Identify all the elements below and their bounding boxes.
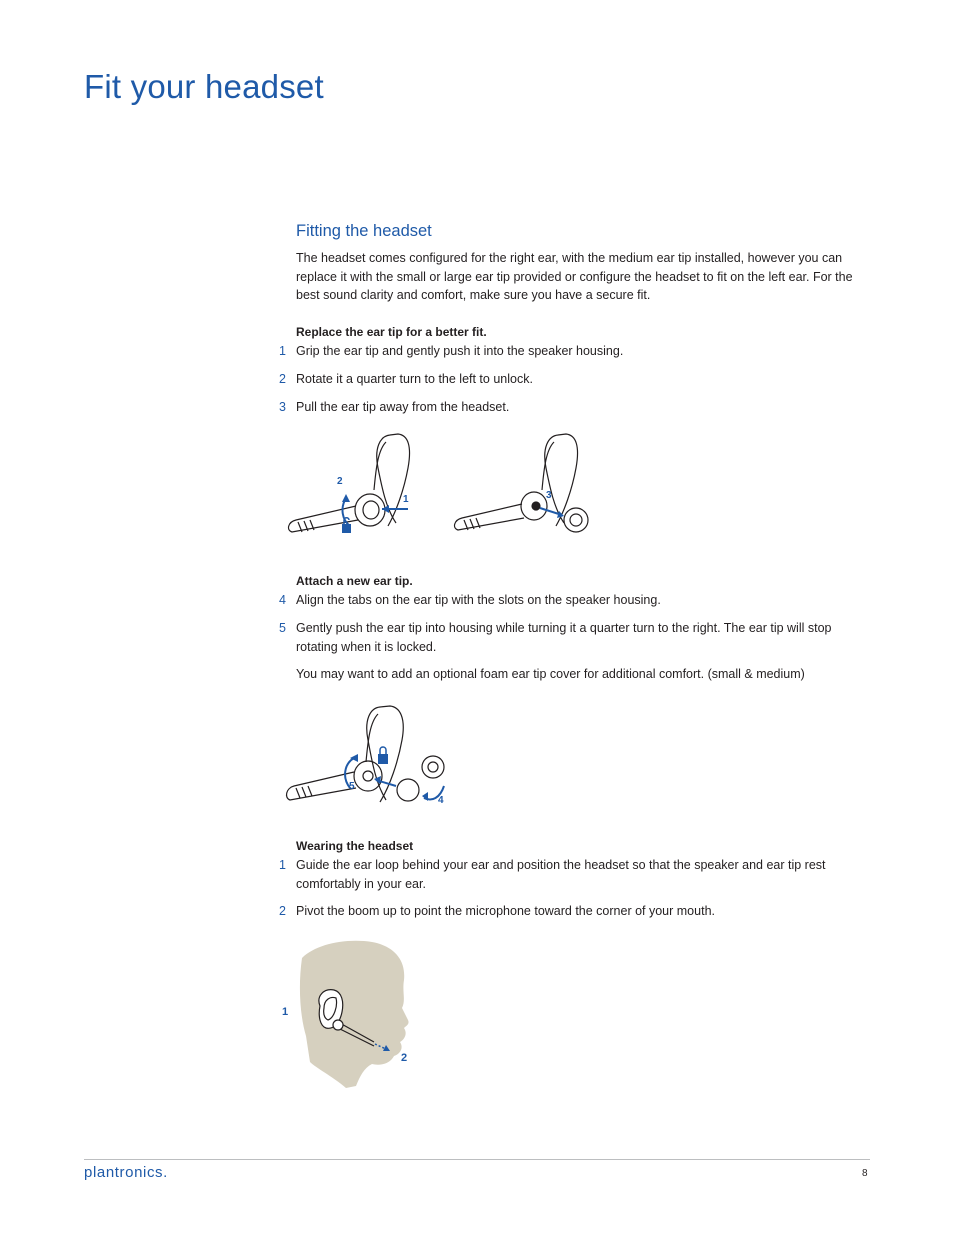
step-text: Grip the ear tip and gently push it into the speaker housing. xyxy=(296,344,624,358)
intro-paragraph: The headset comes configured for the right ear, with the medium ear tip installed, however you can replace it with the small or large ear tip provided or configure the headset to fit on the left ear. For the best sound clarity and comfort, make sure you have a secure fit. xyxy=(296,251,853,302)
wearing-heading: Wearing the headset xyxy=(296,839,414,853)
step-number: 3 xyxy=(279,400,286,414)
step-text: Pull the ear tip away from the headset. xyxy=(296,400,510,414)
step-number: 1 xyxy=(279,344,286,358)
ear-tip-attach-illustration xyxy=(278,700,458,812)
step-number: 5 xyxy=(279,621,286,635)
figure-callout: 1 xyxy=(282,1006,289,1018)
attach-heading: Attach a new ear tip. xyxy=(296,574,413,588)
page-title: Fit your headset xyxy=(84,68,324,105)
step-text: Guide the ear loop behind your ear and position the headset so that the speaker and ear tip rest comfortably in your ear. xyxy=(296,858,826,891)
step-number: 1 xyxy=(279,858,286,872)
figure-callout: 4 xyxy=(438,795,444,806)
head-profile-drawing xyxy=(276,936,426,1091)
figure-callout: 3 xyxy=(546,490,552,501)
step-number: 4 xyxy=(279,593,286,607)
section-title: Fitting the headset xyxy=(296,222,432,240)
step-text: Align the tabs on the ear tip with the slots on the speaker housing. xyxy=(296,593,661,607)
headset-lock-drawing xyxy=(278,700,458,812)
page-number: 8 xyxy=(862,1168,868,1179)
step-text: Pivot the boom up to point the microphone toward the corner of your mouth. xyxy=(296,904,715,918)
ear-tip-removal-illustration xyxy=(278,428,608,548)
step-text: Rotate it a quarter turn to the left to unlock. xyxy=(296,372,533,386)
footer-divider xyxy=(84,1159,870,1160)
wearing-headset-illustration xyxy=(276,936,426,1091)
step-number: 2 xyxy=(279,372,286,386)
replace-heading: Replace the ear tip for a better fit. xyxy=(296,325,487,339)
figure-callout: 1 xyxy=(403,494,409,505)
figure-callout: 2 xyxy=(401,1052,408,1064)
step-number: 2 xyxy=(279,904,286,918)
foam-cover-note: You may want to add an optional foam ear tip cover for additional comfort. (small & medium) xyxy=(296,667,805,681)
headset-unlock-drawing xyxy=(278,428,608,548)
figure-callout: 2 xyxy=(337,476,343,487)
plantronics-logo: plantronics. xyxy=(84,1164,168,1181)
step-text: Gently push the ear tip into housing while turning it a quarter turn to the right. The ear tip will stop rotating when it is locked. xyxy=(296,621,832,654)
figure-callout: 5 xyxy=(349,781,355,792)
